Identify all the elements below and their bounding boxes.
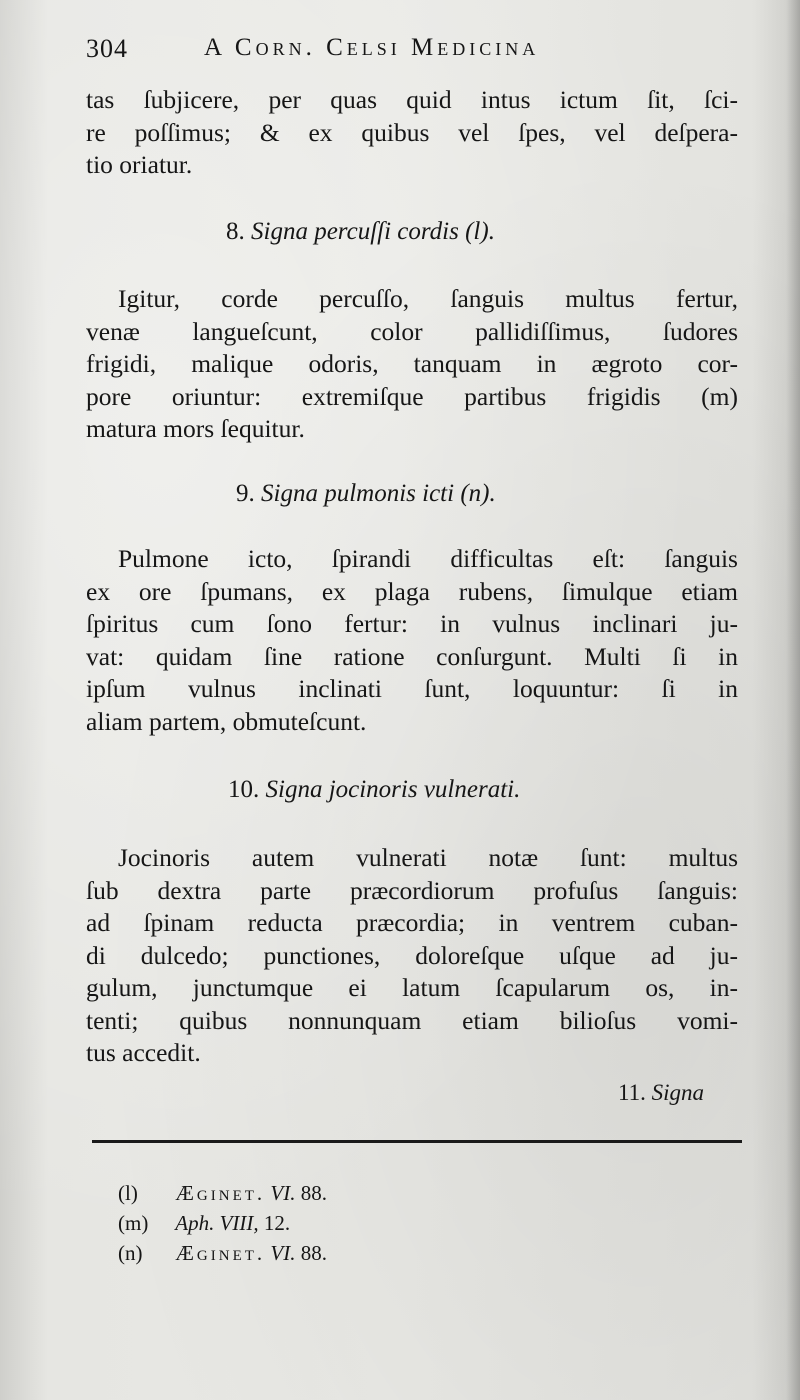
text-line: matura mors ſequitur. [86,414,305,443]
footnote-page: 88. [300,1181,327,1205]
section-note-ref: (n). [460,480,496,507]
section-number: 8. [226,218,245,245]
text-line: Igitur, corde percuſſo, ſanguis multus fertur, [118,284,738,313]
text-line: tas ſubjicere, per quas quid intus ictum ſit, ſci- [86,85,738,114]
section-8-paragraph [86,283,738,446]
catchword [618,1080,704,1106]
footnote-m [118,1208,618,1238]
catchword-number: 11. [618,1080,646,1105]
footnote-mark: (n) [118,1241,143,1265]
text-line: Jocinoris autem vulnerati notæ ſunt: multus [118,843,738,872]
running-title: A Corn. Celsi Medicina [204,34,540,61]
section-number: 10. [228,776,260,803]
footnote-l [118,1178,618,1208]
text-line: aliam partem, obmuteſcunt. [86,706,367,736]
catchword-word: Signa [651,1080,705,1105]
footnote-mark: (l) [118,1181,138,1205]
section-heading-10 [228,776,520,804]
footnote-mark: (m) [118,1211,149,1235]
footnote-n [118,1238,618,1268]
footnote-author: Æginet. [175,1181,266,1205]
text-line: ad ſpinam reducta præcordia; in ventrem cuban- [86,908,738,937]
text-line: gulum, junctumque ei latum ſcapularum os, in- [86,973,738,1002]
text-line: ipſum vulnus inclinati ſunt, loquuntur: ſi in [86,674,738,703]
footnote-author: Aph. [175,1211,215,1235]
text-line: pore oriuntur: extremiſque partibus frigidis (m) [86,381,738,411]
page-number: 304 [86,34,128,63]
section-9-paragraph [86,543,738,738]
footnote-page: 12. [263,1211,291,1235]
text-line: tenti; quibus nonnunquam etiam bilioſus vomi- [86,1005,738,1035]
text-line: venæ langueſcunt, color pallidiſſimus, ſudores [86,316,738,346]
text-line: frigidi, malique odoris, tanquam in ægroto cor- [86,349,738,378]
running-header [86,30,726,72]
footnote-author: Æginet. [175,1241,266,1265]
text-line: ſpiritus cum ſono fertur: in vulnus inclinari ju- [86,609,738,638]
text-line: tus accedit. [86,1038,201,1067]
intro-paragraph [86,84,738,182]
text-line: tio oriatur. [86,150,193,179]
section-heading-9 [236,480,496,508]
section-number: 9. [236,480,255,507]
section-title: Signa percuſſi cordis [251,218,459,245]
footnote-ref: VI. [270,1181,296,1205]
section-title: Signa pulmonis icti [261,480,455,507]
text-line: Pulmone icto, ſpirandi difficultas eſt: ſanguis [118,544,738,573]
page-edge-shadow [786,0,800,1400]
footnote-rule [92,1140,742,1143]
section-heading-8 [226,218,495,246]
section-note-ref: (l). [465,218,495,245]
section-10-paragraph [86,842,738,1070]
section-title: Signa jocinoris vulnerati. [265,776,521,803]
text-line: ex ore ſpumans, ex plaga rubens, ſimulque etiam [86,576,738,606]
footnote-ref: VIII, [219,1211,259,1235]
text-line: ſub dextra parte præcordiorum profuſus ſanguis: [86,875,738,905]
text-line: re poſſimus; & ex quibus vel ſpes, vel deſpera- [86,117,738,147]
text-line: di dulcedo; punctiones, doloreſque uſque ad ju- [86,940,738,970]
footnote-ref: VI. [270,1241,296,1265]
footnotes [118,1178,618,1268]
footnote-page: 88. [300,1241,327,1265]
text-line: vat: quidam ſine ratione conſurgunt. Multi ſi in [86,641,738,671]
